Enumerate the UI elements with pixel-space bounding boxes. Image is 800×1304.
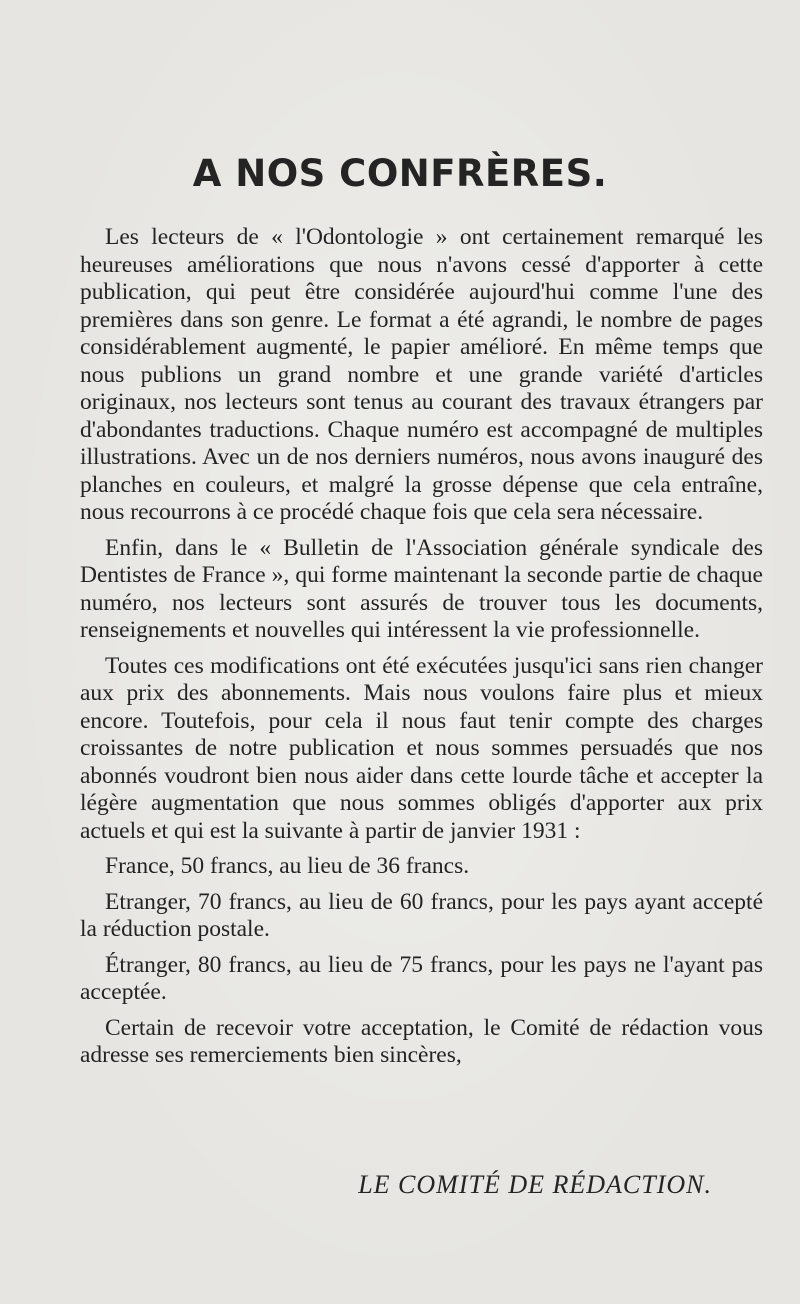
signature: LE COMITÉ DE RÉDACTION. [358, 1170, 712, 1199]
paragraph-price-change: Toutes ces modifications ont été exécutées jusqu'ici sans rien changer aux prix des abonnements. Mais nous voulons faire plus et mieux encore. Toutefois, pour cela il nous faut tenir compte des charges croissantes de notre publication et nous sommes persuadés que nos abonnés voudront bien nous aider dans cette lourde tâche et accepter la légère augmentation que nous sommes obligés d'apporter aux prix actuels et qui est la suivante à partir de janvier 1931 : [80, 652, 763, 844]
rate-foreign-reduced: Etranger, 70 francs, au lieu de 60 francs, pour les pays ayant accepté la réduction postale. [80, 888, 763, 942]
paragraph-improvements: Les lecteurs de « l'Odontologie » ont certainement remarqué les heureuses améliorations que nous n'avons cessé d'apporter à cette publication, qui peut être considérée aujourd'hui comme l'une des premières dans son genre. Le format a été agrandi, le nombre de pages considérablement augmenté, le papier amélioré. En même temps que nous publions un grand nombre et une grande variété d'articles originaux, nos lecteurs sont tenus au courant des travaux étrangers par d'abondantes traductions. Chaque numéro est accompagné de multiples illustrations. Avec un de nos derniers numéros, nous avons inauguré des planches en couleurs, et malgré la grosse dépense que cela entraîne, nous recourrons à ce procédé chaque fois que cela sera nécessaire. [80, 224, 763, 525]
letter-body [80, 224, 763, 1078]
paragraph-closing: Certain de recevoir votre acceptation, le Comité de rédaction vous adresse ses remerciements bien sincères, [80, 1014, 763, 1068]
paragraph-bulletin: Enfin, dans le « Bulletin de l'Association générale syndicale des Dentistes de France », qui forme maintenant la seconde partie de chaque numéro, nos lecteurs sont assurés de trouver tous les documents, renseignements et nouvelles qui intéressent la vie professionnelle. [80, 534, 763, 643]
rate-france: France, 50 francs, au lieu de 36 francs. [105, 853, 470, 879]
rate-foreign-full: Étranger, 80 francs, au lieu de 75 francs, pour les pays ne l'ayant pas acceptée. [80, 951, 763, 1005]
page-title: A NOS CONFRÈRES. [192, 152, 608, 195]
